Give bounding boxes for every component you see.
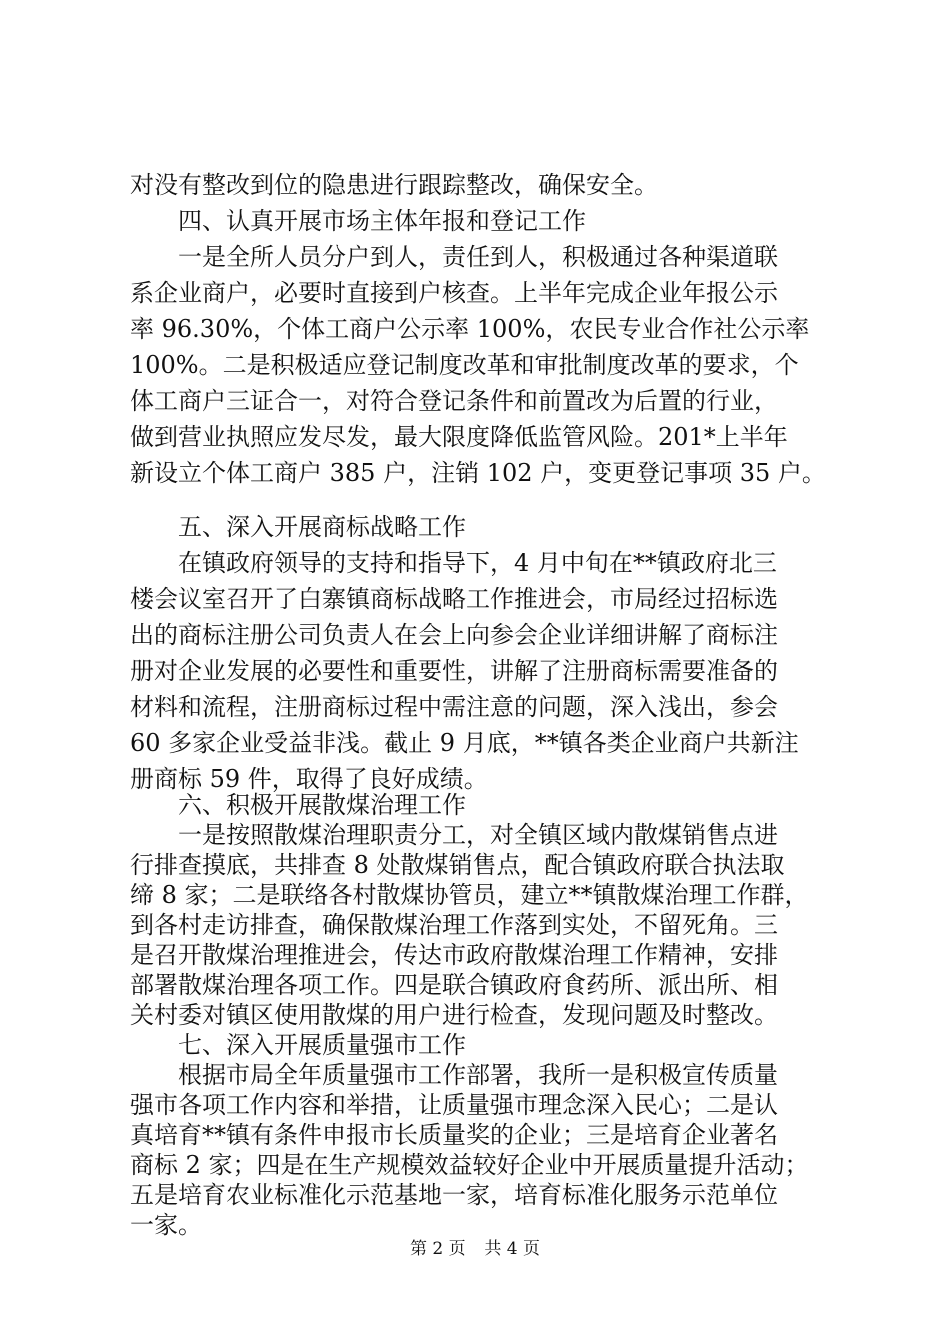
page-total: 共 4 页 — [484, 1239, 541, 1259]
section-heading: 六、积极开展散煤治理工作 — [130, 791, 466, 819]
text-line: 材料和流程，注册商标过程中需注意的问题，深入浅出，参会 — [130, 693, 778, 721]
page-footer — [0, 1238, 950, 1260]
page-number: 第 2 页 — [409, 1239, 466, 1259]
text-line: 一是按照散煤治理职责分工，对全镇区域内散煤销售点进 — [130, 821, 778, 849]
text-line: 100%。二是积极适应登记制度改革和审批制度改革的要求，个 — [130, 351, 799, 379]
text-line: 是召开散煤治理推进会，传达市政府散煤治理工作精神，安排 — [130, 941, 778, 969]
text-line: 缔 8 家；二是联络各村散煤协管员，建立**镇散煤治理工作群， — [130, 881, 809, 909]
text-line: 对没有整改到位的隐患进行跟踪整改，确保安全。 — [130, 171, 658, 199]
text-line: 一是全所人员分户到人，责任到人，积极通过各种渠道联 — [130, 243, 778, 271]
text-line: 行排查摸底，共排查 8 处散煤销售点，配合镇政府联合执法取 — [130, 851, 785, 879]
text-line: 一家。 — [130, 1211, 202, 1239]
text-line: 五是培育农业标准化示范基地一家，培育标准化服务示范单位 — [130, 1181, 778, 1209]
section-heading: 五、深入开展商标战略工作 — [130, 513, 466, 541]
section-heading: 四、认真开展市场主体年报和登记工作 — [130, 207, 586, 235]
section-heading: 七、深入开展质量强市工作 — [130, 1031, 466, 1059]
text-line: 强市各项工作内容和举措，让质量强市理念深入民心；二是认 — [130, 1091, 778, 1119]
text-line: 在镇政府领导的支持和指导下，4 月中旬在**镇政府北三 — [130, 549, 777, 577]
text-line: 率 96.30%，个体工商户公示率 100%，农民专业合作社公示率 — [130, 315, 810, 343]
text-line: 商标 2 家；四是在生产规模效益较好企业中开展质量提升活动； — [130, 1151, 809, 1179]
text-line: 册对企业发展的必要性和重要性，讲解了注册商标需要准备的 — [130, 657, 778, 685]
text-line: 真培育**镇有条件申报市长质量奖的企业；三是培育企业著名 — [130, 1121, 778, 1149]
text-line: 系企业商户，必要时直接到户核查。上半年完成企业年报公示 — [130, 279, 778, 307]
text-line: 部署散煤治理各项工作。四是联合镇政府食药所、派出所、相 — [130, 971, 778, 999]
text-line: 新设立个体工商户 385 户，注销 102 户，变更登记事项 35 户。 — [130, 459, 826, 487]
text-line: 关村委对镇区使用散煤的用户进行检查，发现问题及时整改。 — [130, 1001, 778, 1029]
text-line: 体工商户三证合一，对符合登记条件和前置改为后置的行业， — [130, 387, 778, 415]
text-line: 楼会议室召开了白寨镇商标战略工作推进会，市局经过招标选 — [130, 585, 778, 613]
text-line: 册商标 59 件，取得了良好成绩。 — [130, 765, 488, 793]
text-line: 到各村走访排查，确保散煤治理工作落到实处，不留死角。三 — [130, 911, 778, 939]
text-line: 根据市局全年质量强市工作部署，我所一是积极宣传质量 — [130, 1061, 778, 1089]
text-line: 做到营业执照应发尽发，最大限度降低监管风险。201*上半年 — [130, 423, 788, 451]
text-line: 出的商标注册公司负责人在会上向参会企业详细讲解了商标注 — [130, 621, 778, 649]
text-line: 60 多家企业受益非浅。截止 9 月底，**镇各类企业商户共新注 — [130, 729, 799, 757]
